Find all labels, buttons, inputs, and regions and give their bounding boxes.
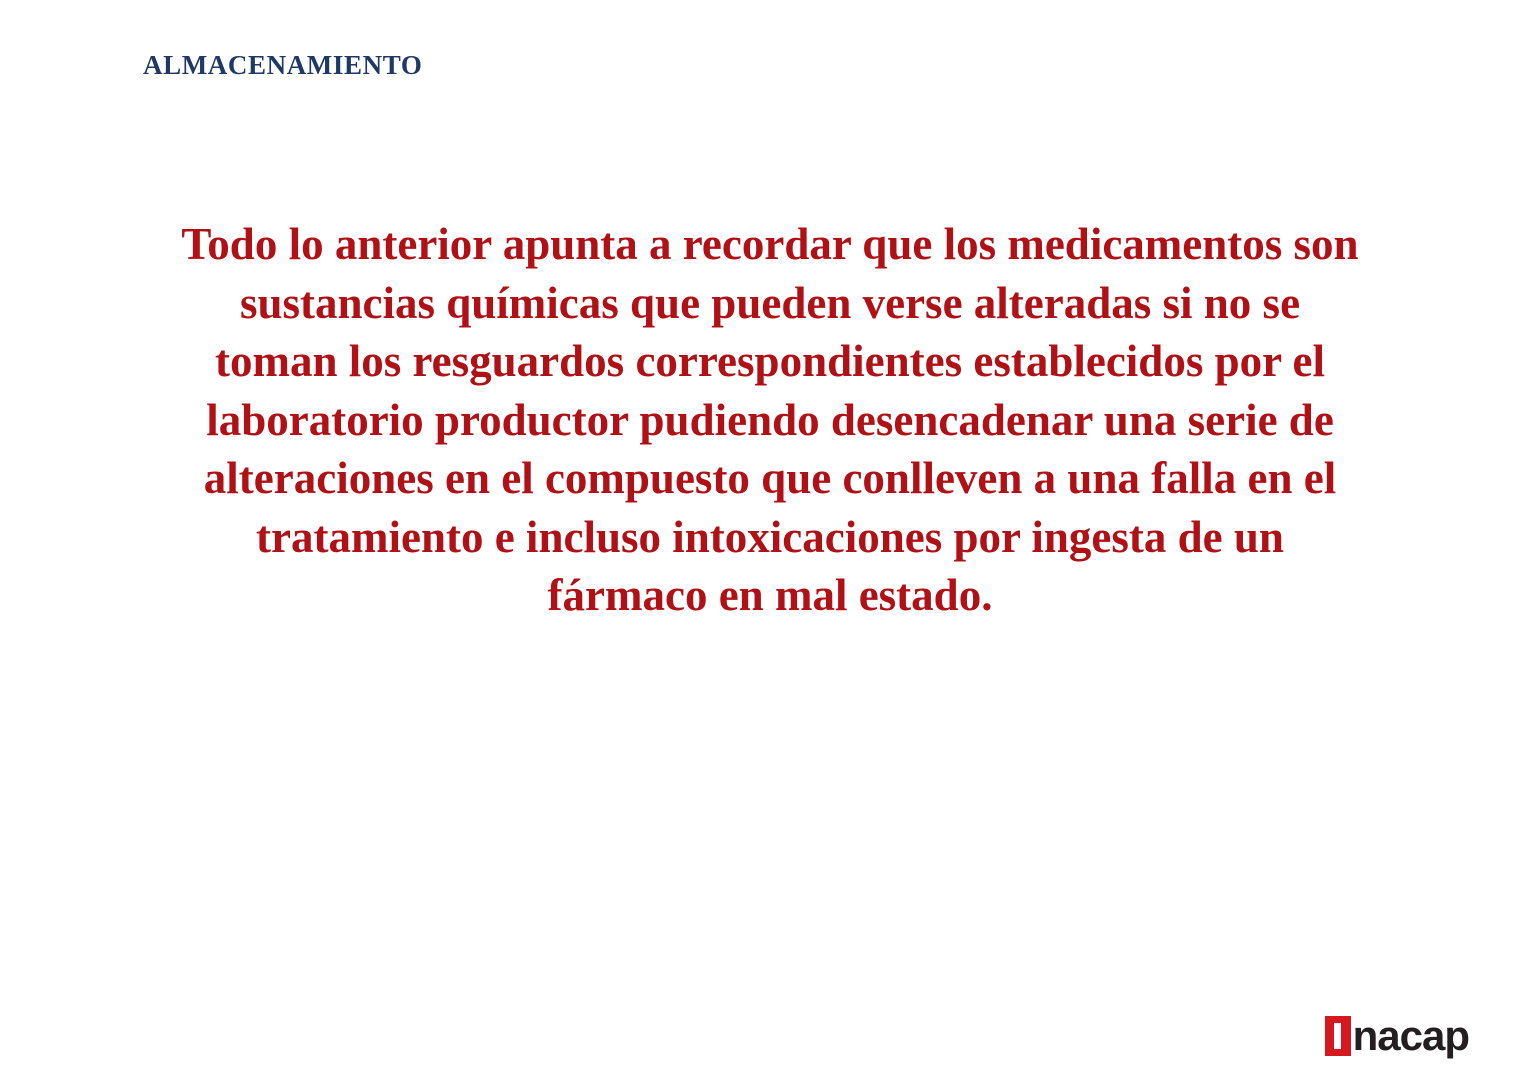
inacap-logo: [1325, 1012, 1469, 1060]
inacap-square-mark-icon: [1325, 1016, 1351, 1056]
inacap-wordmark: nacap: [1352, 1012, 1469, 1059]
page-title: ALMACENAMIENTO: [143, 50, 423, 80]
body-paragraph: Todo lo anterior apunta a recordar que los medicamentos son sustancias químicas que pueden verse alteradas si no se toman los resguardos correspondientes establecidos por el laboratorio productor pudiendo desencadenar una serie de alteraciones en el compuesto que conlleven a una falla en el tratamiento e incluso intoxicaciones por ingesta de un fármaco en mal estado.: [181, 219, 1359, 620]
body-text-block: [180, 215, 1360, 625]
